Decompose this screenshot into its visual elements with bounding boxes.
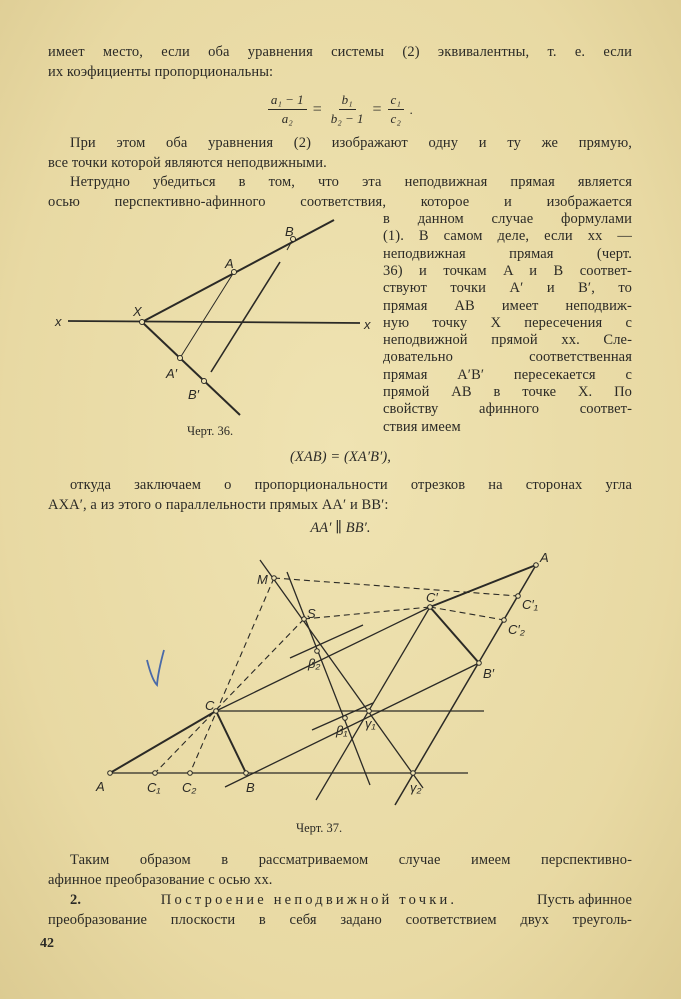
point-a1: [178, 356, 183, 361]
label: A: [540, 550, 549, 565]
label: B: [285, 224, 294, 239]
text-line: (1). В самом деле, если xx —: [383, 228, 632, 245]
text-line: свойству афинного соответ-: [383, 401, 632, 418]
line-bb1: [211, 262, 280, 372]
label: β₂: [308, 656, 321, 671]
text-line: неподвижная прямая (черт.: [383, 245, 632, 262]
period: .: [409, 101, 414, 117]
line-beta: [287, 572, 370, 785]
text-line: имеет место, если оба уравнения системы (2) эквивалентны, т. е. если: [48, 44, 632, 60]
text-line: осью перспективно-афинного соответствия, которое и изображается: [48, 194, 632, 210]
numerator: c₁: [388, 92, 404, 110]
line-s-gamma: [260, 560, 423, 788]
point: [244, 771, 249, 776]
text-line: неподвижной прямой xx. Сле-: [383, 332, 632, 349]
point-x: [140, 320, 145, 325]
text-line: афинное преобразование с осью xx.: [48, 872, 273, 888]
text-line: Таким образом в рассматриваемом случае имеем перспективно-: [70, 852, 632, 868]
denominator: c₂: [390, 111, 401, 126]
figure-37-caption: Черт. 37.: [296, 821, 343, 835]
line-cc1: [216, 607, 430, 711]
numerator: b₁: [339, 92, 356, 110]
point: [477, 661, 482, 666]
text-line: ную точку X пересечения с: [383, 314, 632, 331]
text-line: AXA′, а из этого о параллельности прямых AA′ и BB′:: [48, 497, 389, 513]
text-fragment: Пусть афинное: [536, 892, 632, 908]
point: [411, 771, 416, 776]
point: [108, 771, 113, 776]
figure-36-caption: Черт. 36.: [187, 424, 234, 438]
text-line: ствуют точки A′ и B′, то: [383, 280, 632, 297]
label: C₂: [182, 780, 197, 795]
line-ab: [142, 220, 334, 322]
label: B: [246, 780, 255, 795]
point: [343, 716, 348, 721]
label: x: [55, 314, 62, 329]
axis-xx: [68, 321, 360, 323]
point: [516, 594, 521, 599]
equals-sign: =: [372, 100, 382, 118]
label: B′: [188, 387, 200, 402]
label: A: [96, 779, 105, 794]
point-b1: [202, 379, 207, 384]
label: x: [364, 317, 371, 332]
point: [188, 771, 193, 776]
denominator: b₂ − 1: [330, 111, 364, 126]
label: γ₁: [365, 716, 376, 731]
text-line: ствия имеем: [383, 418, 461, 435]
text-line: 36) и точкам A и B соответ-: [383, 262, 632, 279]
dashed-s-c1: [155, 619, 304, 773]
point: [315, 649, 320, 654]
formula-parallel: AA′ ∥ BB′.: [310, 520, 371, 536]
section-heading: Построение неподвижной точки.: [160, 892, 458, 908]
text-line: все точки которой являются неподвижными.: [48, 155, 327, 171]
numerator: a₁ − 1: [268, 92, 307, 110]
point: [302, 617, 307, 622]
label: X: [133, 304, 142, 319]
figure-37: [108, 560, 539, 805]
text-line: прямая AB имеет неподвиж-: [383, 297, 632, 314]
page-number: 42: [40, 936, 54, 951]
dashed-c-c2p: [430, 607, 504, 620]
point: [272, 576, 277, 581]
label: A: [225, 256, 234, 271]
denominator: a₂: [281, 111, 293, 126]
text-line: откуда заключаем о пропорциональности отрезков на сторонах угла: [70, 477, 632, 493]
line-aa1: [180, 272, 234, 358]
label: C′₂: [508, 622, 525, 637]
label: M: [257, 572, 268, 587]
side-c1b1: [430, 607, 479, 663]
label: C′₁: [522, 597, 538, 612]
handwritten-check-mark: [147, 650, 164, 685]
figure-36: [68, 220, 360, 415]
text-line: их коэфициенты пропорциональны:: [48, 64, 274, 80]
point: [428, 605, 433, 610]
label: C: [205, 698, 215, 713]
point: [153, 771, 158, 776]
text-line: Нетрудно убедиться в том, что эта неподвижная прямая является: [70, 174, 632, 190]
text-line: довательно соответственная: [383, 349, 632, 366]
point: [502, 618, 507, 623]
side-a1c1: [430, 565, 536, 607]
text-line: преобразование плоскости в себя задано соответствием двух треуголь-: [48, 912, 632, 928]
label: S: [307, 606, 316, 621]
text-line: прямая A′B′ пересекается с: [383, 366, 632, 383]
text-line: прямой AB в точке X. По: [383, 384, 632, 400]
label: A′: [166, 366, 178, 381]
label: C′: [426, 590, 438, 605]
label: C₁: [147, 780, 161, 795]
side-ac: [110, 711, 216, 773]
equals-sign: =: [312, 100, 322, 118]
label: B′: [483, 666, 495, 681]
label: β₁: [336, 723, 348, 738]
dashed-s-c: [304, 607, 430, 619]
line-a1b1: [395, 565, 536, 805]
formula-xab: (XAB) = (XA′B′),: [289, 449, 392, 465]
side-cb: [216, 711, 246, 773]
point: [534, 563, 539, 568]
point: [367, 709, 372, 714]
line-bb1: [225, 663, 479, 787]
text-line: в данном случае формулами: [383, 211, 632, 227]
section-number: 2.: [70, 892, 82, 908]
label: γ₂: [410, 780, 422, 795]
text-line: При этом оба уравнения (2) изображают одну и ту же прямую,: [70, 135, 632, 151]
